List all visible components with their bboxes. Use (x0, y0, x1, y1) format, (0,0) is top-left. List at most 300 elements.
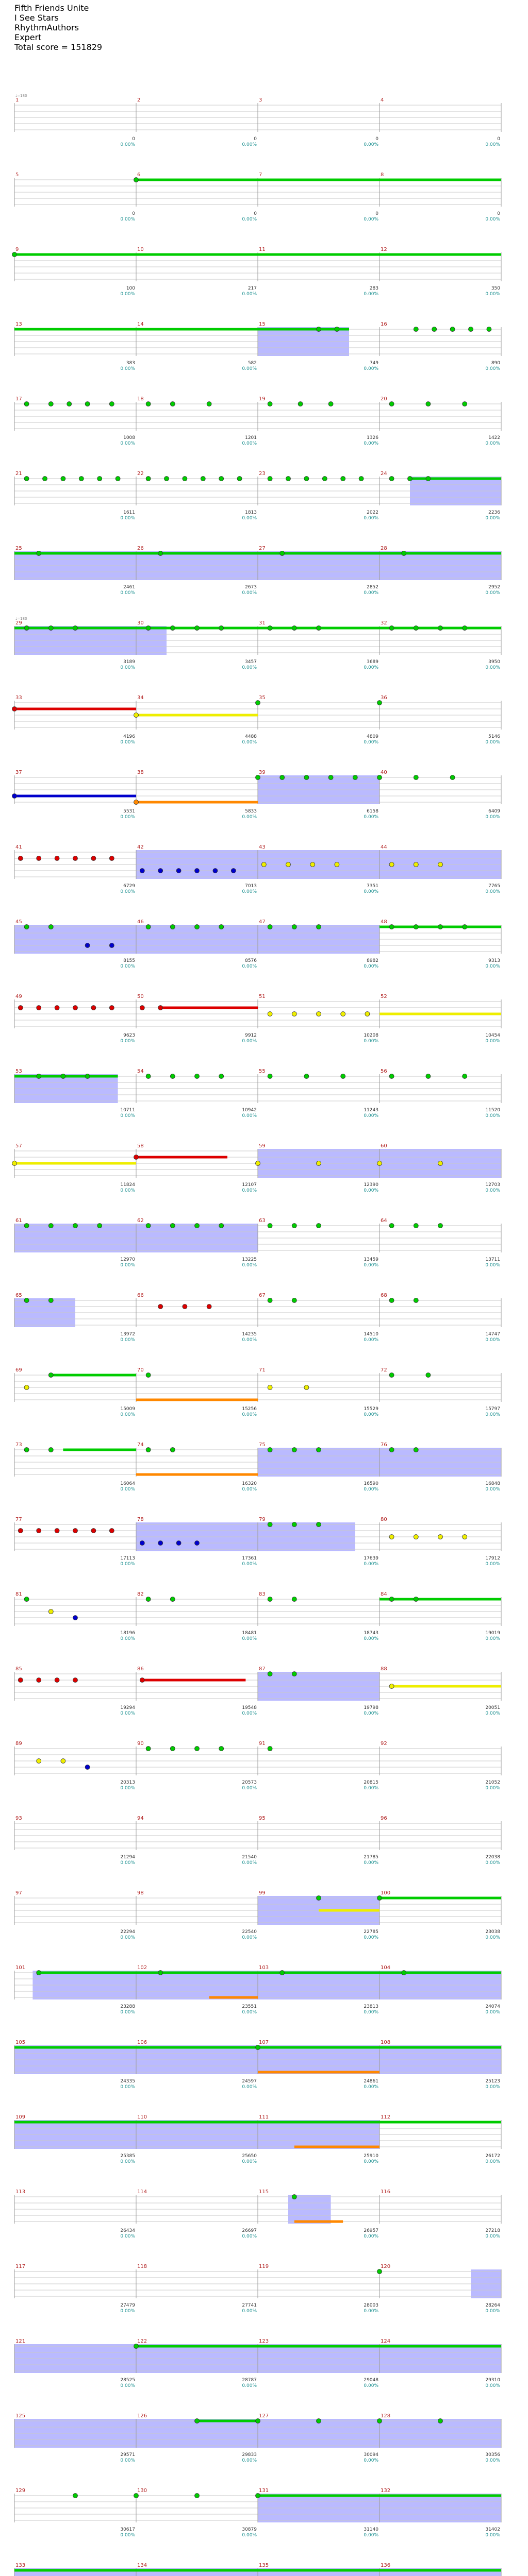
measure-number: 64 (381, 1218, 387, 1224)
note-gem (73, 626, 78, 631)
note-gem (24, 477, 29, 481)
note-gem (213, 869, 218, 873)
note-gem (292, 2195, 296, 2199)
note-gem (268, 1522, 272, 1527)
measure-score: 16590 (364, 1481, 378, 1486)
measure-score: 283 (369, 286, 378, 291)
measure-number: 114 (137, 2189, 147, 2195)
note-gem (97, 477, 102, 481)
note-gem (134, 2494, 139, 2498)
note-gem (146, 1597, 151, 1602)
note-gem (414, 1298, 418, 1303)
measure-percent: 0.00% (120, 2533, 135, 2538)
measure-score: 1008 (123, 435, 135, 440)
measure-percent: 0.00% (485, 740, 500, 745)
note-gem (268, 1672, 272, 1676)
note-gem (463, 925, 467, 929)
measure-number: 107 (259, 2040, 269, 2045)
measure-percent: 0.00% (364, 1487, 378, 1492)
note-gem (414, 775, 418, 780)
measure-number: 63 (259, 1218, 266, 1224)
note-gem (450, 327, 455, 332)
measure-score: 4488 (245, 734, 257, 739)
note-gem (24, 1597, 29, 1602)
measure-percent: 0.00% (242, 1412, 257, 1417)
measure-score: 23038 (485, 1929, 500, 1935)
note-gem (463, 1535, 467, 1539)
measure-number: 16 (381, 321, 387, 327)
measure-score: 25385 (120, 2154, 135, 2159)
measure-percent: 0.00% (120, 1337, 135, 1343)
note-gem (414, 1448, 418, 1452)
note-gem (438, 1535, 443, 1539)
note-gem (414, 327, 418, 332)
measure-number: 81 (15, 1591, 22, 1597)
measure-percent: 0.00% (364, 1636, 378, 1641)
measure-percent: 0.00% (485, 2309, 500, 2314)
measure-number: 54 (137, 1069, 144, 1074)
measure-score: 16320 (242, 1481, 257, 1486)
measure-percent: 0.00% (485, 889, 500, 894)
measure-percent: 0.00% (485, 1412, 500, 1417)
note-gem (146, 626, 151, 631)
note-gem (140, 1541, 144, 1546)
measure-percent: 0.00% (242, 2159, 257, 2164)
measure-number: 86 (137, 1666, 144, 1672)
measure-number: 62 (137, 1218, 144, 1224)
measure-percent: 0.00% (242, 2309, 257, 2314)
measure-percent: 0.00% (242, 1935, 257, 1940)
measure-percent: 0.00% (485, 1711, 500, 1716)
measure-score: 14747 (485, 1332, 500, 1337)
note-gem (292, 925, 296, 929)
note-gem (438, 862, 443, 867)
measure-percent: 0.00% (364, 2159, 378, 2164)
note-gem (219, 1074, 224, 1079)
note-gem (389, 1074, 394, 1079)
note-gem (219, 1747, 224, 1751)
measure-number: 104 (381, 1965, 391, 1971)
note-gem (18, 856, 23, 861)
measure-number: 101 (15, 1965, 26, 1971)
measure-number: 71 (259, 1367, 266, 1373)
note-gem (280, 1971, 285, 1975)
measure-number: 58 (137, 1143, 144, 1149)
measure-number: 129 (15, 2488, 26, 2494)
note-gem (37, 1971, 41, 1975)
measure-percent: 0.00% (364, 2084, 378, 2090)
measure-percent: 0.00% (485, 2533, 500, 2538)
measure-percent: 0.00% (485, 964, 500, 969)
note-gem (377, 775, 382, 780)
measure-score: 9623 (123, 1033, 135, 1038)
measure-score: 10711 (120, 1108, 135, 1113)
measure-percent: 0.00% (364, 441, 378, 446)
note-gem (85, 943, 90, 948)
measure-score: 11824 (120, 1182, 135, 1188)
note-gem (97, 1224, 102, 1228)
measure-percent: 0.00% (364, 889, 378, 894)
note-gem (158, 1304, 163, 1309)
note-gem (37, 1678, 41, 1683)
note-gem (268, 1298, 272, 1303)
measure-number: 90 (137, 1741, 144, 1747)
note-gem (18, 1006, 23, 1010)
note-gem (146, 925, 151, 929)
note-gem (353, 775, 357, 780)
measure-score: 25650 (242, 2154, 257, 2159)
artist-name: I See Stars (14, 13, 59, 23)
measure-number: 76 (381, 1442, 387, 1448)
measure-score: 23288 (120, 2004, 135, 2009)
note-gem (24, 925, 29, 929)
measure-number: 136 (381, 2563, 391, 2568)
measure-percent: 0.00% (242, 1562, 257, 1567)
measure-number: 40 (381, 770, 387, 775)
measure-number: 105 (15, 2040, 26, 2045)
measure-percent: 0.00% (242, 1113, 257, 1118)
measure-percent: 0.00% (120, 2309, 135, 2314)
note-gem (134, 713, 139, 718)
measure-percent: 0.00% (364, 590, 378, 596)
measure-number: 2 (137, 97, 141, 103)
note-gem (37, 1006, 41, 1010)
measure-number: 87 (259, 1666, 266, 1672)
measure-percent: 0.00% (485, 1188, 500, 1193)
measure-percent: 0.00% (242, 1263, 257, 1268)
measure-score: 31140 (364, 2527, 378, 2532)
measure-number: 110 (137, 2114, 147, 2120)
note-gem (55, 1006, 59, 1010)
measure-score: 3950 (488, 659, 500, 665)
measure-score: 2673 (245, 585, 257, 590)
note-gem (176, 869, 181, 873)
measure-score: 15529 (364, 1406, 378, 1412)
measure-percent: 0.00% (364, 2533, 378, 2538)
note-gem (48, 626, 53, 631)
measure-percent: 0.00% (485, 516, 500, 521)
measure-number: 31 (259, 620, 266, 626)
measure-number: 35 (259, 695, 266, 701)
measure-number: 59 (259, 1143, 266, 1149)
note-gem (146, 1373, 151, 1378)
measure-score: 7765 (488, 884, 500, 889)
measure-percent: 0.00% (485, 441, 500, 446)
note-gem (317, 1224, 321, 1228)
measure-number: 4 (381, 97, 384, 103)
measure-number: 97 (15, 1890, 22, 1896)
note-gem (48, 1224, 53, 1228)
measure-number: 7 (259, 172, 262, 178)
note-gem (201, 477, 205, 481)
note-gem (317, 327, 321, 332)
measure-number: 23 (259, 471, 266, 477)
measure-number: 116 (381, 2189, 391, 2195)
measure-percent: 0.00% (120, 1860, 135, 1866)
measure-score: 1813 (245, 510, 257, 515)
measure-score: 350 (491, 286, 500, 291)
measure-score: 17361 (242, 1556, 257, 1561)
measure-percent: 0.00% (242, 292, 257, 297)
note-gem (158, 1541, 163, 1546)
measure-percent: 0.00% (242, 964, 257, 969)
note-gem (170, 925, 175, 929)
note-gem (164, 477, 169, 481)
note-gem (91, 1006, 96, 1010)
note-gem (195, 1074, 200, 1079)
note-gem (24, 1448, 29, 1452)
note-gem (176, 1541, 181, 1546)
measure-score: 0 (254, 211, 257, 216)
measure-number: 69 (15, 1367, 22, 1373)
measure-percent: 0.00% (485, 815, 500, 820)
note-gem (402, 1971, 406, 1975)
note-gem (377, 701, 382, 705)
measure-percent: 0.00% (242, 2383, 257, 2388)
measure-percent: 0.00% (485, 2458, 500, 2463)
measure-score: 2236 (488, 510, 500, 515)
measure-percent: 0.00% (120, 2234, 135, 2239)
measure-number: 9 (15, 247, 19, 252)
note-gem (389, 477, 394, 481)
measure-percent: 0.00% (120, 2010, 135, 2015)
measure-percent: 0.00% (364, 142, 378, 147)
note-gem (207, 402, 211, 406)
note-gem (237, 477, 242, 481)
measure-number: 67 (259, 1293, 266, 1298)
note-gem (304, 477, 309, 481)
note-gem (158, 1971, 163, 1975)
measure-percent: 0.00% (120, 1487, 135, 1492)
note-gem (85, 402, 90, 406)
measure-percent: 0.00% (364, 2458, 378, 2463)
measure-number: 26 (137, 546, 144, 551)
measure-number: 52 (381, 994, 387, 999)
note-gem (389, 1535, 394, 1539)
note-gem (146, 1448, 151, 1452)
measure-number: 106 (137, 2040, 147, 2045)
note-gem (317, 626, 321, 631)
measure-percent: 0.00% (485, 292, 500, 297)
measure-percent: 0.00% (242, 441, 257, 446)
measure-percent: 0.00% (242, 2084, 257, 2090)
note-gem (292, 1672, 296, 1676)
note-gem (414, 925, 418, 929)
measure-score: 383 (126, 361, 135, 366)
note-gem (487, 327, 491, 332)
note-gem (146, 1747, 151, 1751)
measure-score: 28003 (364, 2303, 378, 2308)
measure-number: 53 (15, 1069, 22, 1074)
measure-score: 6729 (123, 884, 135, 889)
note-gem (304, 775, 309, 780)
note-gem (450, 775, 455, 780)
measure-percent: 0.00% (242, 2234, 257, 2239)
measure-score: 2461 (123, 585, 135, 590)
note-gem (414, 1535, 418, 1539)
note-gem (219, 477, 224, 481)
measure-number: 117 (15, 2264, 26, 2269)
measure-number: 83 (259, 1591, 266, 1597)
note-gem (158, 551, 163, 556)
note-gem (292, 1522, 296, 1527)
measure-score: 25910 (364, 2154, 378, 2159)
measure-percent: 0.00% (485, 1636, 500, 1641)
measure-number: 124 (381, 2338, 391, 2344)
note-gem (55, 1529, 59, 1533)
measure-number: 11 (259, 247, 266, 252)
note-gem (317, 1522, 321, 1527)
note-gem (170, 1074, 175, 1079)
measure-score: 20313 (120, 1780, 135, 1785)
measure-score: 582 (248, 361, 257, 366)
measure-score: 27741 (242, 2303, 257, 2308)
measure-percent: 0.00% (364, 1786, 378, 1791)
measure-score: 12703 (485, 1182, 500, 1188)
measure-number: 70 (137, 1367, 144, 1373)
measure-percent: 0.00% (242, 665, 257, 670)
measure-percent: 0.00% (364, 2383, 378, 2388)
note-gem (170, 402, 175, 406)
note-gem (317, 925, 321, 929)
note-gem (292, 1012, 296, 1016)
measure-percent: 0.00% (485, 1860, 500, 1866)
note-gem (414, 1597, 418, 1602)
measure-number: 80 (381, 1517, 387, 1522)
measure-percent: 0.00% (242, 366, 257, 371)
measure-percent: 0.00% (485, 366, 500, 371)
measure-score: 24597 (242, 2079, 257, 2084)
measure-score: 28264 (485, 2303, 500, 2308)
measure-number: 73 (15, 1442, 22, 1448)
note-gem (183, 477, 187, 481)
measure-percent: 0.00% (364, 1711, 378, 1716)
note-gem (389, 1298, 394, 1303)
measure-number: 79 (259, 1517, 266, 1522)
note-gem (73, 1529, 78, 1533)
measure-score: 16064 (120, 1481, 135, 1486)
measure-percent: 0.00% (364, 217, 378, 222)
note-gem (207, 1304, 211, 1309)
measure-percent: 0.00% (364, 2010, 378, 2015)
measure-percent: 0.00% (364, 292, 378, 297)
measure-score: 17912 (485, 1556, 500, 1561)
note-gem (146, 1224, 151, 1228)
note-gem (140, 1678, 144, 1683)
note-gem (195, 1747, 200, 1751)
note-gem (268, 1074, 272, 1079)
note-gem (37, 551, 41, 556)
note-gem (292, 1298, 296, 1303)
note-gem (256, 2494, 260, 2498)
note-gem (292, 1448, 296, 1452)
measure-number: 15 (259, 321, 266, 327)
measure-number: 3 (259, 97, 262, 103)
measure-score: 21540 (242, 1855, 257, 1860)
note-gem (48, 1448, 53, 1452)
note-gem (280, 775, 285, 780)
measure-score: 30617 (120, 2527, 135, 2532)
note-gem (341, 477, 345, 481)
note-gem (256, 2045, 260, 2050)
measure-number: 18 (137, 396, 144, 402)
measure-number: 61 (15, 1218, 22, 1224)
measure-score: 18196 (120, 1631, 135, 1636)
note-gem (268, 1385, 272, 1390)
measure-number: 56 (381, 1069, 387, 1074)
note-gem (261, 862, 266, 867)
measure-number: 28 (381, 546, 387, 551)
note-gem (317, 1896, 321, 1901)
measure-score: 2952 (488, 585, 500, 590)
measure-number: 22 (137, 471, 144, 477)
measure-number: 66 (137, 1293, 144, 1298)
measure-percent: 0.00% (364, 1188, 378, 1193)
measure-percent: 0.00% (364, 964, 378, 969)
note-gem (292, 626, 296, 631)
measure-number: 119 (259, 2264, 269, 2269)
measure-score: 19019 (485, 1631, 500, 1636)
measure-number: 112 (381, 2114, 391, 2120)
measure-percent: 0.00% (120, 1039, 135, 1044)
measure-score: 25123 (485, 2079, 500, 2084)
measure-number: 132 (381, 2488, 391, 2494)
note-gem (195, 869, 200, 873)
note-gem (292, 1597, 296, 1602)
measure-percent: 0.00% (364, 2234, 378, 2239)
measure-number: 60 (381, 1143, 387, 1149)
measure-percent: 0.00% (485, 1935, 500, 1940)
note-gem (140, 869, 144, 873)
note-gem (268, 477, 272, 481)
measure-score: 13225 (242, 1257, 257, 1262)
measure-score: 26172 (485, 2154, 500, 2159)
measure-percent: 0.00% (120, 1113, 135, 1118)
measure-percent: 0.00% (364, 1337, 378, 1343)
note-gem (73, 1224, 78, 1228)
measure-score: 0 (254, 137, 257, 142)
measure-number: 41 (15, 844, 22, 850)
measure-score: 6409 (488, 809, 500, 814)
measure-score: 17113 (120, 1556, 135, 1561)
note-gem (268, 1012, 272, 1016)
measure-number: 123 (259, 2338, 269, 2344)
measure-score: 10942 (242, 1108, 257, 1113)
tempo-marker: ♩=180 (15, 617, 27, 621)
measure-number: 21 (15, 471, 22, 477)
note-gem (304, 1385, 309, 1390)
measure-score: 23551 (242, 2004, 257, 2009)
measure-score: 19548 (242, 1705, 257, 1710)
note-gem (389, 626, 394, 631)
note-gem (48, 1373, 53, 1378)
measure-number: 118 (137, 2264, 147, 2269)
note-gem (268, 1224, 272, 1228)
measure-score: 14510 (364, 1332, 378, 1337)
measure-score: 0 (375, 137, 378, 142)
measure-number: 111 (259, 2114, 269, 2120)
note-gem (12, 794, 17, 799)
measure-percent: 0.00% (242, 1039, 257, 1044)
note-gem (389, 1597, 394, 1602)
measure-score: 5833 (245, 809, 257, 814)
measure-percent: 0.00% (485, 1337, 500, 1343)
measure-score: 29833 (242, 2452, 257, 2458)
measure-percent: 0.00% (485, 2234, 500, 2239)
note-gem (91, 856, 96, 861)
measure-number: 36 (381, 695, 387, 701)
total-score: Total score = 151829 (14, 42, 103, 52)
